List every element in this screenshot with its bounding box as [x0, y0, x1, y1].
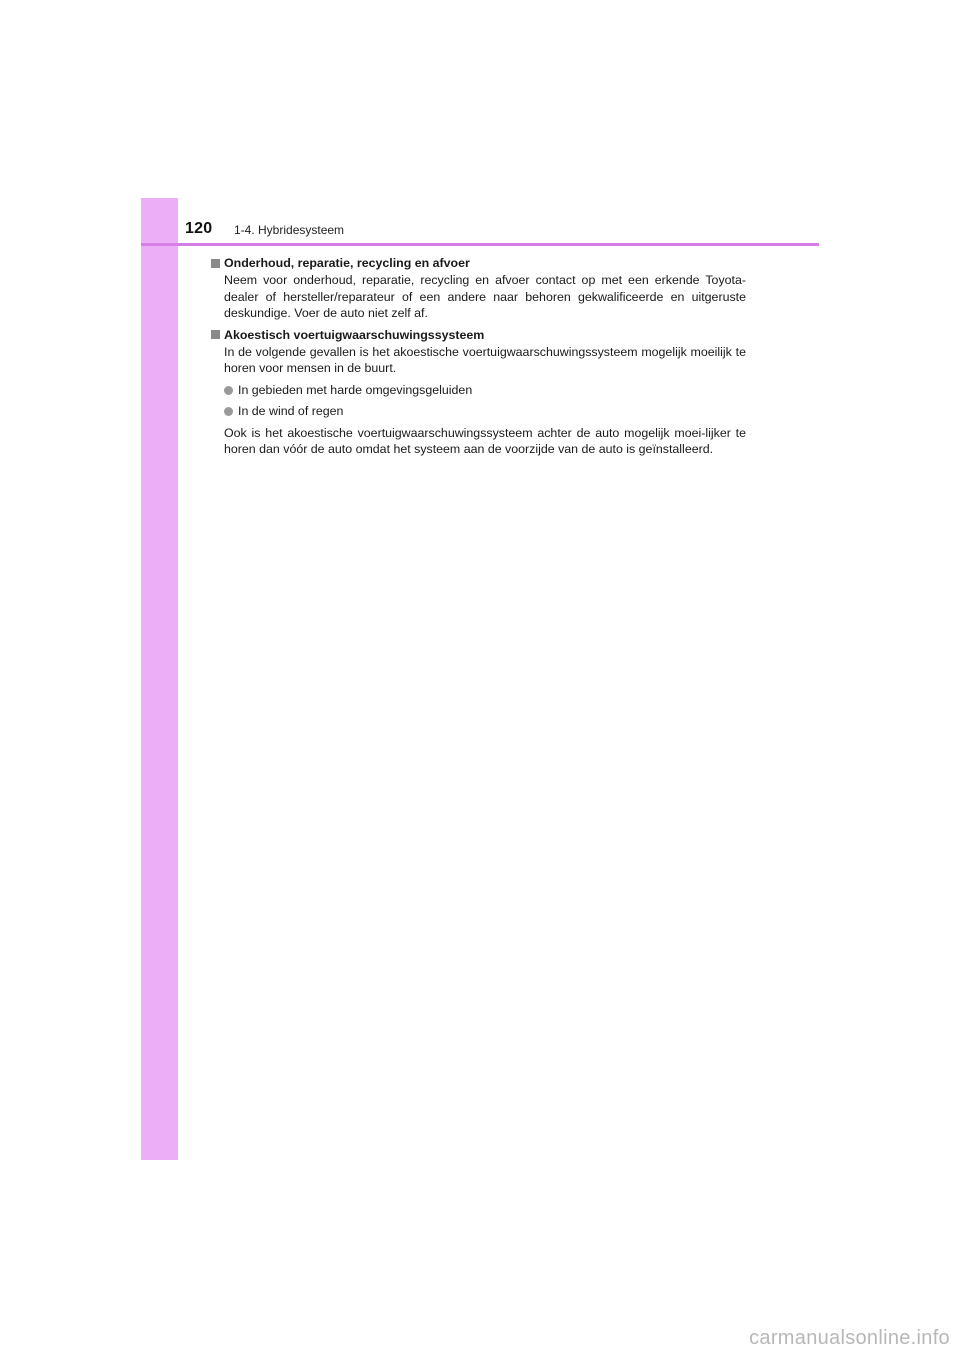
header-rule — [141, 243, 819, 246]
list-item-text: In gebieden met harde omgevingsgeluiden — [238, 382, 473, 397]
header-side-band — [141, 198, 178, 244]
list-item — [211, 382, 746, 398]
side-band — [141, 198, 178, 1160]
section-heading — [211, 255, 746, 271]
heading-text: Akoestisch voertuigwaarschuwingssysteem — [224, 327, 485, 342]
square-bullet-icon — [211, 330, 220, 339]
list-item-text: In de wind of regen — [238, 404, 344, 419]
bullet-dot-icon — [224, 407, 233, 416]
watermark: carmanualsonline.info — [749, 1327, 950, 1349]
section-title: 1-4. Hybridesysteem — [234, 223, 345, 237]
section-acoustic-warning — [211, 327, 746, 458]
heading-text: Onderhoud, reparatie, recycling en afvoer — [224, 256, 470, 270]
paragraph: Neem voor onderhoud, reparatie, recycling en afvoer contact op met een erkende Toyota-dealer of hersteller/reparateur of een andere naar behoren gekwalificeerde en uitgeruste deskundige. Voer de auto niet zelf af. — [224, 273, 746, 321]
page-number: 120 — [185, 220, 213, 237]
bullet-dot-icon — [224, 386, 233, 395]
paragraph-intro: In de volgende gevallen is het akoestische voertuigwaarschuwingssysteem mogelijk moeilijk te horen voor mensen in de buurt. — [224, 345, 746, 376]
page-content — [211, 255, 746, 462]
square-bullet-icon — [211, 259, 220, 268]
section-maintenance — [211, 255, 746, 322]
paragraph-outro: Ook is het akoestische voertuigwaarschuwingssysteem achter de auto mogelijk moei-lijker te horen dan vóór de auto omdat het systeem aan de voorzijde van de auto is geïnstalleerd. — [224, 425, 746, 457]
list-item — [211, 403, 746, 419]
section-heading — [211, 327, 746, 343]
header-band — [141, 198, 819, 244]
